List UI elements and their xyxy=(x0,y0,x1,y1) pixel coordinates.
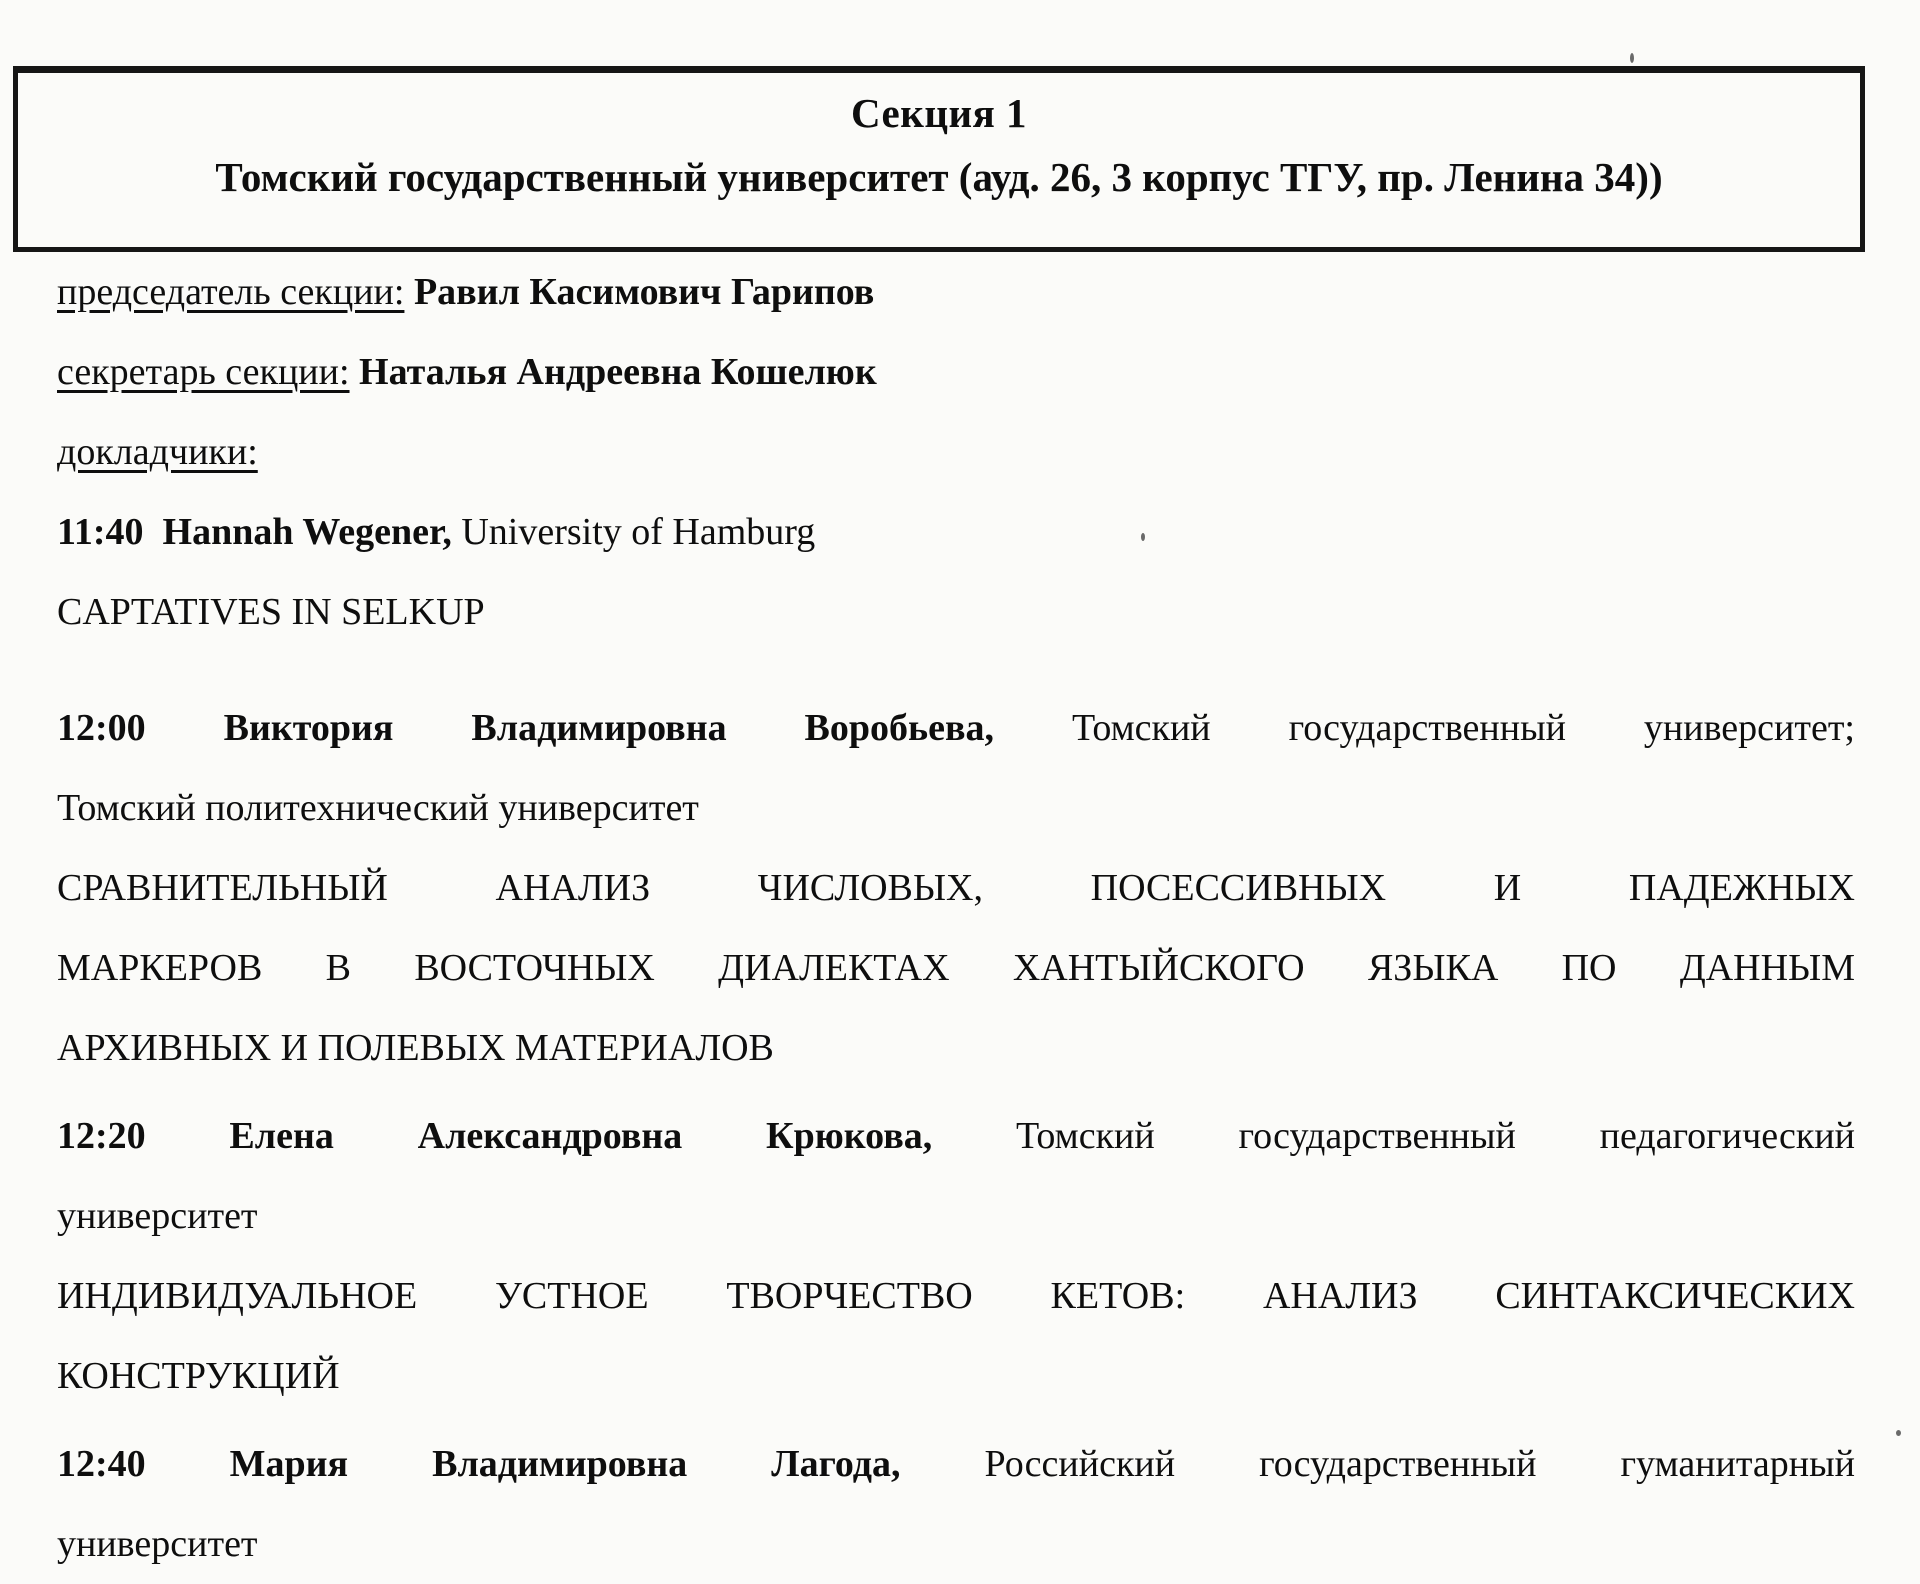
talk-title-line: СРАВНИТЕЛЬНЫЙ АНАЛИЗ ЧИСЛОВЫХ, ПОСЕССИВНЫХ И ПАДЕЖНЫХ xyxy=(57,867,1855,909)
talk-affiliation-cont: университет xyxy=(57,1195,258,1237)
talk-header xyxy=(57,492,1855,572)
talk-header xyxy=(57,1096,1855,1176)
secretary-label: секретарь секции: xyxy=(57,351,350,393)
secretary-name: Наталья Андреевна Кошелюк xyxy=(359,351,877,393)
program-body xyxy=(57,252,1855,1584)
talk-time-speaker: 12:40 Мария Владимировна Лагода, xyxy=(57,1443,901,1485)
speakers-label: докладчики: xyxy=(57,431,258,473)
talk-title-line: CAPTATIVES IN SELKUP xyxy=(57,591,485,633)
speakers-label-line xyxy=(57,412,1855,492)
chair-name: Равил Касимович Гарипов xyxy=(413,271,875,313)
talk-title-line: АРХИВНЫХ И ПОЛЕВЫХ МАТЕРИАЛОВ xyxy=(57,1027,774,1069)
talk-time-speaker: 12:00 Виктория Владимировна Воробьева, xyxy=(57,707,995,749)
talk-affiliation: Томский государственный университет; xyxy=(1071,707,1855,749)
talk-title-line: МАРКЕРОВ В ВОСТОЧНЫХ ДИАЛЕКТАХ ХАНТЫЙСКОГО ЯЗЫКА ПО ДАННЫМ xyxy=(57,947,1855,989)
secretary-line xyxy=(57,332,1855,412)
chair-label: председатель секции: xyxy=(57,271,405,313)
talk-header xyxy=(57,688,1855,768)
section-title: Секция 1 xyxy=(850,90,1028,136)
scan-speckle xyxy=(1630,53,1634,63)
scan-speckle xyxy=(1896,1430,1901,1436)
talk-affiliation-cont: университет xyxy=(57,1523,258,1565)
talk-time-speaker: 12:20 Елена Александровна Крюкова, xyxy=(57,1115,933,1157)
section-header-box xyxy=(13,66,1865,252)
talk-affiliation: University of Hamburg xyxy=(461,511,816,553)
talk-affiliation-cont: Томский политехнический университет xyxy=(57,787,699,829)
talk-affiliation: Российский государственный гуманитарный xyxy=(984,1443,1855,1485)
chair-line xyxy=(57,252,1855,332)
section-venue: Томский государственный университет (ауд. 26, 3 корпус ТГУ, пр. Ленина 34)) xyxy=(215,154,1663,200)
talk-header xyxy=(57,1424,1855,1504)
talk-affiliation: Томский государственный педагогический xyxy=(1016,1115,1856,1157)
talk-title-line: ИНДИВИДУАЛЬНОЕ УСТНОЕ ТВОРЧЕСТВО КЕТОВ: АНАЛИЗ СИНТАКСИЧЕСКИХ xyxy=(57,1275,1855,1317)
talk-title-line: КОНСТРУКЦИЙ xyxy=(57,1355,340,1397)
talk-time-speaker: 11:40 Hannah Wegener, xyxy=(57,511,452,553)
